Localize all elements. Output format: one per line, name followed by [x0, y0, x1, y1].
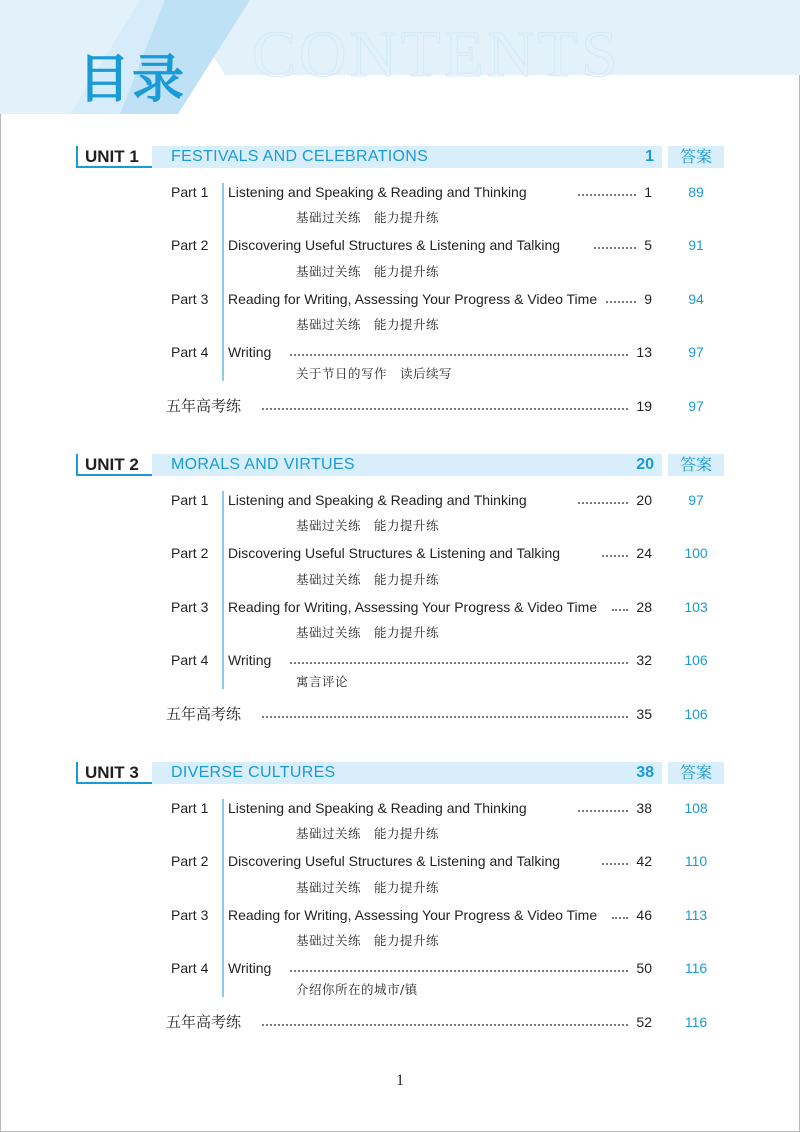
unit-2-title[interactable]: MORALS AND VIRTUES: [171, 456, 355, 473]
page-number: 24: [632, 543, 652, 563]
leader-dots: [578, 502, 628, 504]
leader-dots: [612, 917, 628, 919]
part-title[interactable]: Reading for Writing, Assessing Your Progress & Video Time: [228, 597, 601, 617]
unit-1-answer-header: 答案: [668, 146, 724, 168]
unit-3-bar: [76, 762, 662, 784]
part-label: Part 4: [171, 344, 209, 360]
leader-dots: [578, 810, 628, 812]
unit-3-part-4-row[interactable]: [0, 958, 800, 978]
answer-page[interactable]: 100: [684, 545, 708, 561]
part-title[interactable]: Writing: [228, 342, 275, 362]
unit-2-page: 20: [636, 456, 654, 473]
header-band: [0, 0, 800, 114]
page-number: 1: [640, 182, 652, 202]
leader-dots: [262, 408, 628, 410]
unit-3-title[interactable]: DIVERSE CULTURES: [171, 764, 336, 781]
answer-page[interactable]: 97: [688, 492, 704, 508]
unit-3-part-3-row[interactable]: [0, 905, 800, 925]
page-number: 50: [632, 958, 652, 978]
answer-page[interactable]: 106: [684, 652, 708, 668]
leader-dots: [290, 970, 628, 972]
page-number: 38: [632, 798, 652, 818]
unit-1-part-4-note: 关于节日的写作 读后续写: [296, 366, 453, 381]
part-label: Part 1: [171, 184, 209, 200]
page-number: 20: [632, 490, 652, 510]
leader-dots: [602, 555, 628, 557]
unit-3-part-1-row[interactable]: [0, 798, 800, 818]
leader-dots: [290, 662, 628, 664]
unit-3-part-4-note: 介绍你所在的城市/镇: [296, 982, 418, 997]
unit-2-bar: [76, 454, 662, 476]
part-title[interactable]: Listening and Speaking & Reading and Thinking: [228, 798, 531, 818]
unit-1-part-4-row[interactable]: [0, 342, 800, 362]
answer-page[interactable]: 116: [684, 1014, 708, 1030]
unit-2-answer-header: 答案: [668, 454, 724, 476]
part-label: Part 4: [171, 652, 209, 668]
leader-dots: [606, 301, 636, 303]
unit-3-page: 38: [636, 764, 654, 781]
leader-dots: [290, 354, 628, 356]
unit-3-part-2-note: 基础过关练 能力提升练: [296, 880, 440, 895]
part-title[interactable]: Discovering Useful Structures & Listening and Talking: [228, 543, 564, 563]
leader-dots: [578, 194, 636, 196]
page-number: 28: [632, 597, 652, 617]
part-title[interactable]: Discovering Useful Structures & Listening and Talking: [228, 851, 564, 871]
part-label: Part 1: [171, 800, 209, 816]
answer-page[interactable]: 106: [684, 706, 708, 722]
unit-2-part-3-note: 基础过关练 能力提升练: [296, 625, 440, 640]
unit-2-tag: UNIT 2: [76, 454, 152, 476]
answer-page[interactable]: 97: [688, 344, 704, 360]
page-footer-number: 1: [396, 1072, 404, 1089]
unit-1-page: 1: [645, 148, 654, 165]
unit-3-part-2-row[interactable]: [0, 851, 800, 871]
unit-1-exam-row[interactable]: [0, 396, 800, 416]
leader-dots: [594, 247, 636, 249]
unit-1-part-1-note: 基础过关练 能力提升练: [296, 210, 440, 225]
page-number: 13: [632, 342, 652, 362]
unit-3-part-1-note: 基础过关练 能力提升练: [296, 826, 440, 841]
part-title[interactable]: Reading for Writing, Assessing Your Progress & Video Time: [228, 289, 601, 309]
unit-1-title[interactable]: FESTIVALS AND CELEBRATIONS: [171, 148, 429, 165]
page-title: 目录: [78, 50, 187, 110]
part-label: Part 3: [171, 599, 209, 615]
answer-page[interactable]: 113: [684, 907, 708, 923]
unit-3-tag: UNIT 3: [76, 762, 152, 784]
part-title[interactable]: Writing: [228, 958, 275, 978]
answer-page[interactable]: 91: [688, 237, 704, 253]
answer-page[interactable]: 116: [684, 960, 708, 976]
page-number: 35: [632, 704, 652, 724]
unit-2-part-2-row[interactable]: [0, 543, 800, 563]
page-number: 9: [640, 289, 652, 309]
exam-label[interactable]: 五年高考练: [166, 704, 245, 724]
answer-page[interactable]: 108: [684, 800, 708, 816]
page-number: 5: [640, 235, 652, 255]
page-number: 46: [632, 905, 652, 925]
page-number: 19: [632, 396, 652, 416]
part-title[interactable]: Reading for Writing, Assessing Your Progress & Video Time: [228, 905, 601, 925]
unit-1-part-2-row[interactable]: [0, 235, 800, 255]
unit-2-exam-row[interactable]: [0, 704, 800, 724]
unit-1-part-1-row[interactable]: [0, 182, 800, 202]
exam-label[interactable]: 五年高考练: [166, 396, 245, 416]
unit-2-part-2-note: 基础过关练 能力提升练: [296, 572, 440, 587]
unit-2-part-1-row[interactable]: [0, 490, 800, 510]
part-title[interactable]: Listening and Speaking & Reading and Thinking: [228, 490, 531, 510]
part-label: Part 3: [171, 907, 209, 923]
unit-2-part-1-note: 基础过关练 能力提升练: [296, 518, 440, 533]
leader-dots: [262, 716, 628, 718]
page-number: 52: [632, 1012, 652, 1032]
unit-1-part-2-note: 基础过关练 能力提升练: [296, 264, 440, 279]
page-number: 32: [632, 650, 652, 670]
page-number: 42: [632, 851, 652, 871]
unit-1-part-3-row[interactable]: [0, 289, 800, 309]
part-title[interactable]: Writing: [228, 650, 275, 670]
part-title[interactable]: Listening and Speaking & Reading and Thinking: [228, 182, 531, 202]
part-label: Part 2: [171, 237, 209, 253]
part-label: Part 2: [171, 545, 209, 561]
answer-page[interactable]: 103: [684, 599, 708, 615]
exam-label[interactable]: 五年高考练: [166, 1012, 245, 1032]
answer-page[interactable]: 89: [688, 184, 704, 200]
leader-dots: [612, 609, 628, 611]
unit-3-answer-header: 答案: [668, 762, 724, 784]
part-label: Part 2: [171, 853, 209, 869]
answer-page[interactable]: 94: [688, 291, 704, 307]
unit-1-tag: UNIT 1: [76, 146, 152, 168]
part-label: Part 4: [171, 960, 209, 976]
answer-page[interactable]: 110: [684, 853, 708, 869]
leader-dots: [602, 863, 628, 865]
unit-2-part-4-row[interactable]: [0, 650, 800, 670]
unit-2-part-4-note: 寓言评论: [296, 674, 349, 689]
unit-3-part-3-note: 基础过关练 能力提升练: [296, 933, 440, 948]
contents-watermark: CONTENTS: [252, 18, 621, 91]
part-title[interactable]: Discovering Useful Structures & Listening and Talking: [228, 235, 564, 255]
part-label: Part 3: [171, 291, 209, 307]
answer-page[interactable]: 97: [688, 398, 704, 414]
unit-2-part-3-row[interactable]: [0, 597, 800, 617]
unit-3-exam-row[interactable]: [0, 1012, 800, 1032]
part-label: Part 1: [171, 492, 209, 508]
leader-dots: [262, 1024, 628, 1026]
unit-1-part-3-note: 基础过关练 能力提升练: [296, 317, 440, 332]
